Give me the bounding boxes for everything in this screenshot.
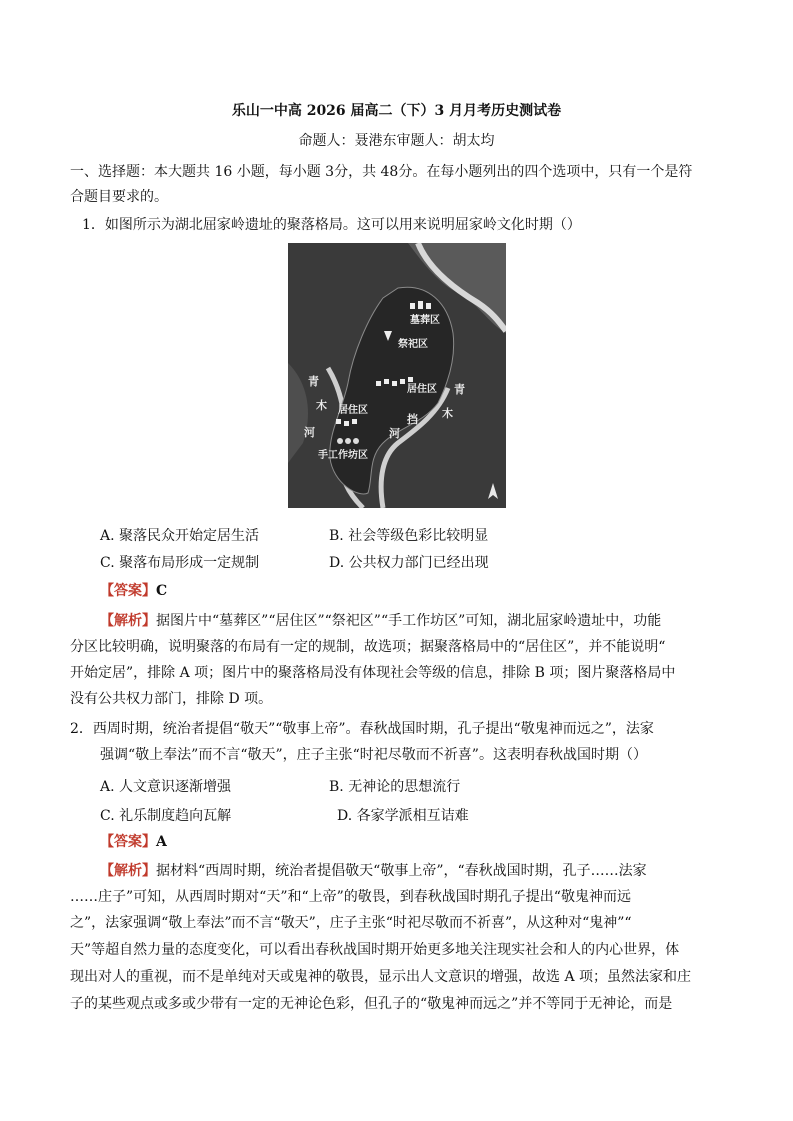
q1-option-c: C. 聚落布局形成一定规制 xyxy=(100,555,260,571)
river-label: 河 xyxy=(389,427,400,440)
label-sacrifice-area: 祭祀区 xyxy=(398,339,428,350)
q1-analysis-line1 xyxy=(100,612,661,630)
tomb-marker xyxy=(426,303,431,309)
answer-value: A xyxy=(156,834,167,850)
analysis-text: 据图片中“墓葬区”“居住区”“祭祀区”“手工作坊区”可知，湖北屈家岭遗址中，功能 xyxy=(156,613,662,629)
section-instruction-line2: 合题目要求的。 xyxy=(70,189,168,205)
q1-analysis-line4: 没有公共权力部门，排除 D 项。 xyxy=(70,691,273,707)
label-tomb-area: 墓葬区 xyxy=(410,315,440,326)
answer-value: C xyxy=(156,583,168,599)
answer-tag: 【答案】 xyxy=(100,834,156,850)
q2-stem-line1: 2．西周时期，统治者提倡“敬天”“敬事上帝”。春秋战国时期，孔子提出“敬鬼神而远之”，法家 xyxy=(70,721,654,737)
river-label: 河 xyxy=(304,426,315,439)
q1-option-d: D. 公共权力部门已经出现 xyxy=(329,555,489,571)
house-marker xyxy=(352,419,357,424)
q1-option-b: B. 社会等级色彩比较明显 xyxy=(329,528,489,544)
q2-analysis-line2: ……庄子”可知，从西周时期对“天”和“上帝”的敬畏，到春秋战国时期孔子提出“敬鬼神而远 xyxy=(70,889,631,905)
house-marker xyxy=(392,381,397,386)
analysis-tag: 【解析】 xyxy=(100,613,156,629)
river-label: 青 xyxy=(308,375,319,388)
map-graphic xyxy=(288,243,506,508)
label-craft-area: 手工作坊区 xyxy=(318,450,368,461)
q2-analysis-line6: 子的某些观点或多或少带有一定的无神论色彩，但孔子的“敬鬼神而远之”并不等同于无神论，而是 xyxy=(70,996,673,1012)
q2-analysis-line5: 现出对人的重视，而不是单纯对天或鬼神的敬畏，显示出人文意识的增强，故选 A 项；虽然法家和庄 xyxy=(70,969,692,985)
workshop-marker xyxy=(353,438,359,444)
river-label: 青 xyxy=(454,383,465,396)
q1-stem: 1．如图所示为湖北屈家岭遗址的聚落格局。这可以用来说明屈家岭文化时期（） xyxy=(82,217,581,233)
workshop-marker xyxy=(337,438,343,444)
q2-analysis-line1 xyxy=(100,862,647,880)
tomb-marker xyxy=(418,301,423,309)
label-residential-left: 居住区 xyxy=(338,405,368,416)
q2-analysis-line4: 天”等超自然力量的态度变化，可以看出春秋战国时期开始更多地关注现实社会和人的内心世界，体 xyxy=(70,942,680,958)
q2-option-c: C. 礼乐制度趋向瓦解 xyxy=(100,808,232,824)
house-marker xyxy=(408,377,413,382)
river-label: 木 xyxy=(316,399,327,412)
house-marker xyxy=(336,419,341,424)
workshop-marker xyxy=(345,438,351,444)
q1-option-a: A. 聚落民众开始定居生活 xyxy=(100,528,260,544)
river-label: 木 xyxy=(442,407,453,420)
q1-settlement-map xyxy=(288,243,506,508)
analysis-text: 据材料“西周时期，统治者提倡敬天“敬事上帝”，“春秋战国时期，孔子……法家 xyxy=(156,863,647,879)
q1-answer xyxy=(100,582,167,600)
house-marker xyxy=(344,421,349,426)
q1-analysis-line2: 分区比较明确，说明聚落的布局有一定的规制，故选项；据聚落格局中的“居住区”，并不能说明“ xyxy=(70,639,666,655)
q2-stem-line2: 强调“敬上奉法”而不言“敬天”，庄子主张“时祀尽敬而不祈喜”。这表明春秋战国时期（） xyxy=(100,747,647,763)
authors-line: 命题人：聂港东审题人：胡太均 xyxy=(298,133,495,149)
section-instruction-line1: 一、选择题：本大题共 16 小题，每小题 3分，共 48分。在每小题列出的四个选项中，只有一个是符 xyxy=(70,164,693,180)
river-label: 挡 xyxy=(407,413,418,426)
q2-option-b: B. 无神论的思想流行 xyxy=(329,779,461,795)
house-marker xyxy=(400,379,405,384)
answer-tag: 【答案】 xyxy=(100,583,156,599)
q2-answer xyxy=(100,833,167,851)
analysis-tag: 【解析】 xyxy=(100,863,156,879)
house-marker xyxy=(376,381,381,386)
label-residential-right: 居住区 xyxy=(407,384,437,395)
q2-analysis-line3: 之”，法家强调“敬上奉法”而不言“敬天”，庄子主张“时祀尽敬而不祈喜”，从这种对“鬼神”“ xyxy=(70,915,632,931)
q1-analysis-line3: 开始定居”，排除 A 项；图片中的聚落格局没有体现社会等级的信息，排除 B 项；图片聚落格局中 xyxy=(70,665,676,681)
tomb-marker xyxy=(410,303,415,309)
page-title: 乐山一中高 2026 届高二（下）3 月月考历史测试卷 xyxy=(231,103,562,119)
q2-option-a: A. 人文意识逐渐增强 xyxy=(100,779,232,795)
house-marker xyxy=(384,379,389,384)
q2-option-d: D. 各家学派相互诘难 xyxy=(337,808,469,824)
